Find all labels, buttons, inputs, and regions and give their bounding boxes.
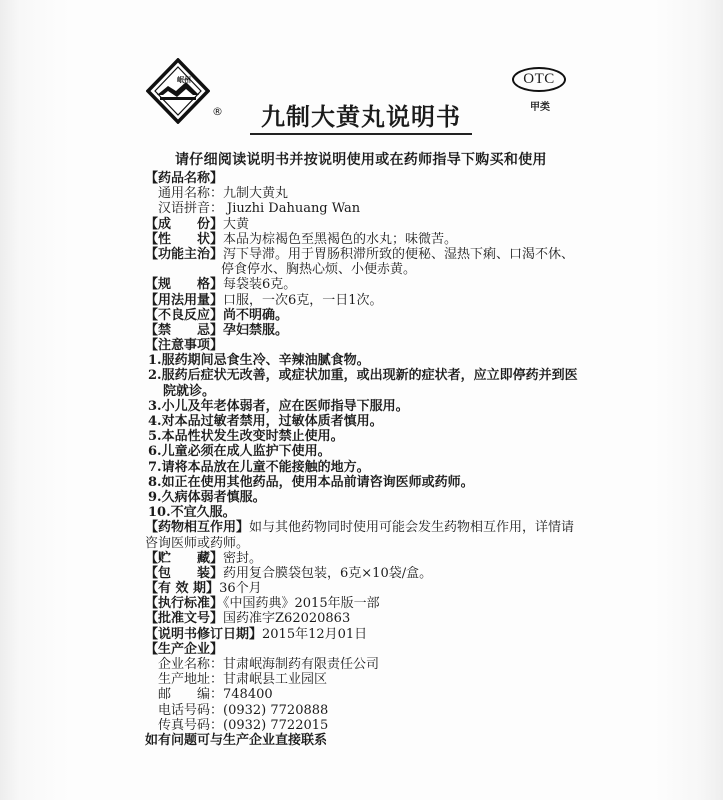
otc-badge: OTC xyxy=(512,67,566,92)
section-text: 密封。 xyxy=(223,550,263,566)
section-heading: 【药物相互作用】 xyxy=(145,520,250,536)
field-value: 九制大黄丸 xyxy=(223,186,289,202)
otc-class-label: 甲类 xyxy=(530,102,550,113)
contraindications-row xyxy=(145,323,595,338)
section-text: 36个月 xyxy=(219,581,262,597)
section-text: 口服，一次6克，一日1次。 xyxy=(223,292,383,308)
fax-row xyxy=(145,718,595,733)
section-text: 咨询医师或药师。 xyxy=(145,535,250,551)
specification-row xyxy=(145,277,595,292)
ingredients-row xyxy=(145,217,595,232)
section-text: 药用复合膜袋包装，6克×10袋/盒。 xyxy=(223,565,433,581)
precaution-item: 9.久病体弱者慎服。 xyxy=(148,489,266,505)
section-text: 尚不明确。 xyxy=(223,307,289,323)
pinyin-row xyxy=(145,201,595,216)
field-label: 通用名称： xyxy=(158,186,224,202)
precaution-item: 8.如正在使用其他药品，使用本品前请咨询医师或药师。 xyxy=(148,474,474,490)
section-heading: 【功能主治】 xyxy=(145,246,224,262)
section-text: 国药准字Z62020863 xyxy=(223,611,351,627)
section-heading: 【生产企业】 xyxy=(145,641,224,657)
approval-row xyxy=(145,611,595,626)
document-title: 九制大黄丸说明书 xyxy=(250,101,472,135)
reading-notice: 请仔细阅读说明书并按说明使用或在药师指导下购买和使用 xyxy=(175,152,547,168)
section-heading: 【有 效 期】 xyxy=(145,581,220,597)
field-label: 汉语拼音： xyxy=(158,201,224,217)
precaution-item: 5.本品性状发生改变时禁止使用。 xyxy=(148,429,344,445)
section-heading: 【用法用量】 xyxy=(145,292,224,308)
precaution-item: 10.不宜久服。 xyxy=(148,505,236,521)
storage-row xyxy=(145,551,595,566)
company-name-row xyxy=(145,657,595,672)
validity-row xyxy=(145,581,595,596)
section-heading: 【批准文号】 xyxy=(145,611,224,627)
field-value: 甘肃岷县工业园区 xyxy=(223,672,328,688)
precaution-item: 7.请将本品放在儿童不能接触的地方。 xyxy=(148,459,370,475)
field-label: 企业名称： xyxy=(158,657,224,672)
precaution-item: 3.小儿及年老体弱者，应在医师指导下服用。 xyxy=(148,398,409,414)
interactions-continuation xyxy=(145,536,595,551)
section-heading: 【不良反应】 xyxy=(145,307,224,323)
field-value: 甘肃岷海制药有限责任公司 xyxy=(223,657,380,672)
section-heading: 【药品名称】 xyxy=(145,171,224,186)
section-text: 停食停水、胸热心烦、小便赤黄。 xyxy=(221,262,417,278)
contact-footer: 如有问题可与生产企业直接联系 xyxy=(145,732,328,748)
section-heading: 【注意事项】 xyxy=(145,338,224,354)
field-label: 电话号码： xyxy=(158,702,224,718)
section-heading: 【规 格】 xyxy=(145,277,224,293)
section-heading: 【性 状】 xyxy=(145,231,224,247)
field-label: 邮 编： xyxy=(158,687,224,703)
section-text: 大黄 xyxy=(223,216,250,232)
logo-text: 岷州 xyxy=(177,75,191,84)
section-text: 孕妇禁服。 xyxy=(223,322,289,338)
section-heading: 【执行标准】 xyxy=(145,596,224,612)
revision-date-row xyxy=(145,627,595,642)
field-value: 748400 xyxy=(223,687,273,703)
phone-row xyxy=(145,703,595,718)
section-text: 本品为棕褐色至黑褐色的水丸；味微苦。 xyxy=(223,231,458,247)
section-heading: 【贮 藏】 xyxy=(145,550,224,566)
instruction-body xyxy=(145,171,595,748)
precaution-item: 4.对本品过敏者禁用，过敏体质者慎用。 xyxy=(148,414,383,429)
registered-mark: ® xyxy=(212,105,223,118)
packaging-row xyxy=(145,566,595,581)
section-heading: 【成 份】 xyxy=(145,216,224,232)
precaution-item-continuation: 院就诊。 xyxy=(163,383,216,399)
interactions-row xyxy=(145,520,595,535)
field-label: 生产地址： xyxy=(158,672,224,688)
generic-name-row xyxy=(145,186,595,201)
indications-continuation xyxy=(145,262,595,277)
postcode-row xyxy=(145,687,595,702)
company-logo xyxy=(146,58,210,124)
field-value: Jiuzhi Dahuang Wan xyxy=(227,201,361,217)
address-row xyxy=(145,672,595,687)
standard-row xyxy=(145,596,595,611)
section-text: 泻下导滞。用于胃肠积滞所致的便秘、湿热下痢、口渴不休、 xyxy=(223,246,575,262)
section-heading: 【包 装】 xyxy=(145,565,224,581)
description-row xyxy=(145,232,595,247)
section-text: 《中国药典》2015年版一部 xyxy=(223,596,380,612)
manufacturer-section xyxy=(145,642,595,657)
precaution-item: 1.服药期间忌食生冷、辛辣油腻食物。 xyxy=(148,353,370,369)
field-value: (0932) 7722015 xyxy=(223,717,329,733)
section-text: 如与其他药物同时使用可能会发生药物相互作用，详情请 xyxy=(249,520,575,536)
field-label: 传真号码： xyxy=(158,717,224,733)
section-heading: 【说明书修订日期】 xyxy=(145,626,263,642)
precaution-item: 2.服药后症状无改善，或症状加重，或出现新的症状者，应立即停药并到医 xyxy=(148,368,578,384)
precautions-section xyxy=(145,338,595,353)
indications-row xyxy=(145,247,595,262)
section-heading: 【禁 忌】 xyxy=(145,322,224,338)
drug-name-section xyxy=(145,171,595,186)
adverse-reactions-row xyxy=(145,308,595,323)
precaution-item: 6.儿童必须在成人监护下使用。 xyxy=(148,444,331,460)
dosage-row xyxy=(145,293,595,308)
section-text: 每袋装6克。 xyxy=(223,277,297,293)
section-text: 2015年12月01日 xyxy=(262,626,368,642)
field-value: (0932) 7720888 xyxy=(223,702,329,718)
